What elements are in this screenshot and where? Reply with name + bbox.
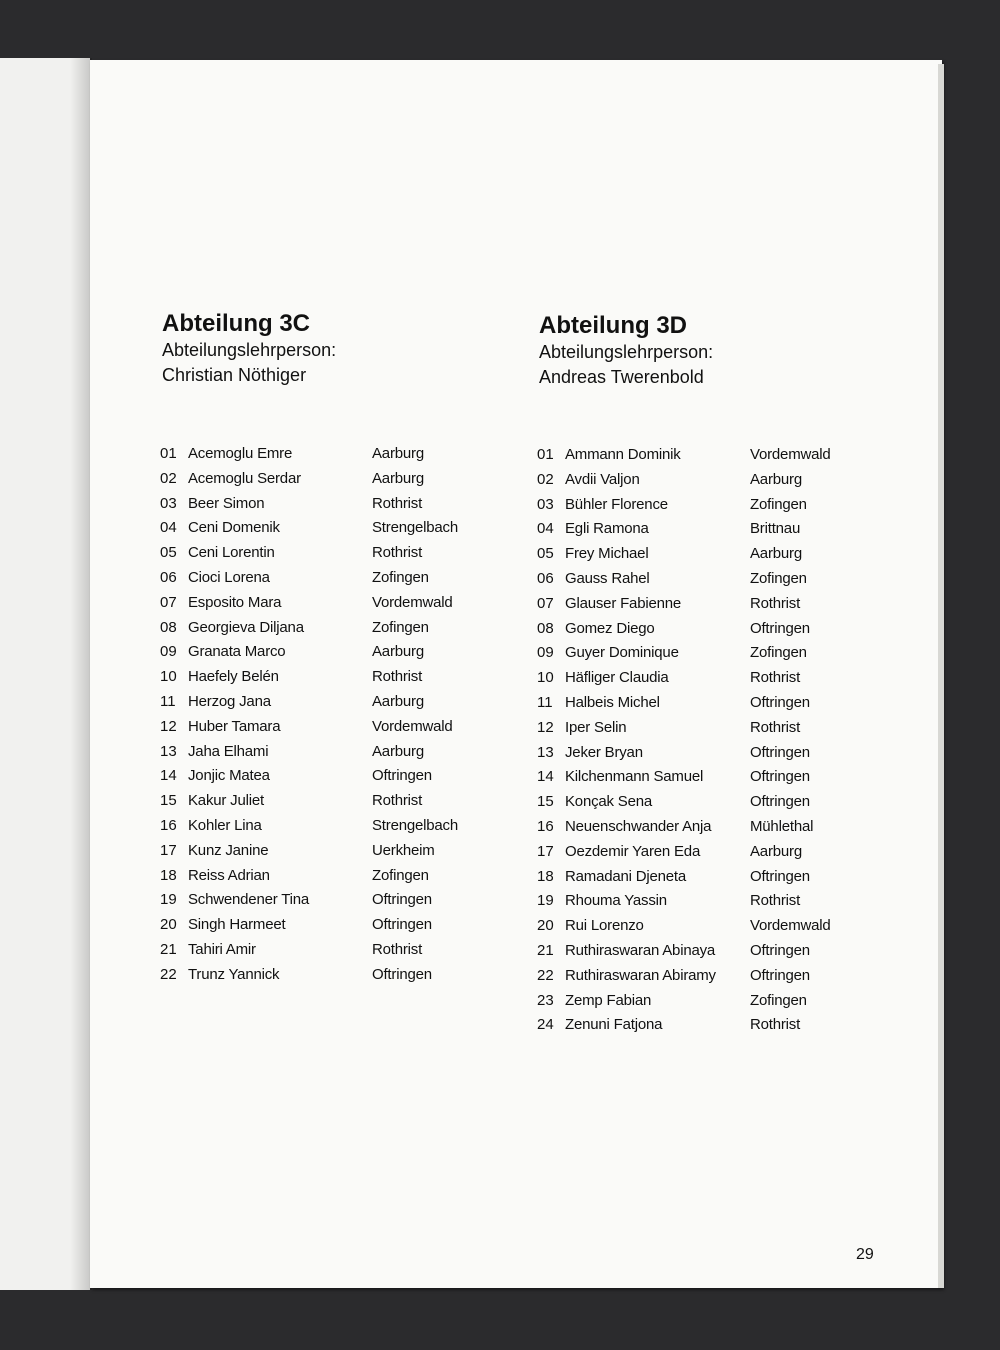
student-town: Zofingen xyxy=(750,644,807,662)
student-town: Zofingen xyxy=(372,568,429,586)
student-name: Trunz Yannick xyxy=(188,965,280,983)
student-name: Zenuni Fatjona xyxy=(565,1016,663,1034)
teacher-name: Andreas Twerenbold xyxy=(539,367,704,387)
student-number: 01 xyxy=(537,446,554,463)
student-name: Häfliger Claudia xyxy=(565,669,669,687)
student-town: Oftringen xyxy=(372,767,432,785)
student-name: Huber Tamara xyxy=(188,717,281,735)
student-town: Vordemwald xyxy=(750,446,831,463)
teacher-label: Abteilungslehrperson: xyxy=(539,342,714,362)
student-town: Zofingen xyxy=(750,495,807,513)
student-name: Bühler Florence xyxy=(565,495,668,513)
student-name: Jeker Bryan xyxy=(565,743,643,761)
student-number: 08 xyxy=(160,618,177,636)
student-name: Gauss Rahel xyxy=(565,569,650,587)
student-number: 09 xyxy=(160,643,177,661)
student-number: 24 xyxy=(537,1016,554,1034)
student-name: Guyer Dominique xyxy=(565,644,679,662)
student-name: Herzog Jana xyxy=(188,692,271,710)
student-town: Rothrist xyxy=(372,494,423,512)
student-number: 22 xyxy=(537,966,554,984)
section-title: Abteilung 3D xyxy=(539,312,687,339)
student-town: Zofingen xyxy=(372,866,429,884)
section-3c-header xyxy=(162,310,336,388)
student-name: Cioci Lorena xyxy=(188,568,270,586)
student-number: 12 xyxy=(537,718,554,736)
student-name: Oezdemir Yaren Eda xyxy=(565,842,701,860)
student-town: Strengelbach xyxy=(372,816,458,834)
student-name: Ruthiraswaran Abinaya xyxy=(565,941,716,959)
student-number: 18 xyxy=(537,867,554,885)
student-town: Zofingen xyxy=(372,618,429,636)
student-number: 16 xyxy=(160,816,177,834)
student-town: Rothrist xyxy=(750,718,801,736)
student-name: Neuenschwander Anja xyxy=(565,817,712,835)
student-number: 21 xyxy=(537,941,554,959)
student-town: Aarburg xyxy=(750,842,802,860)
document-page xyxy=(90,60,942,1288)
student-name: Konçak Sena xyxy=(565,793,653,811)
student-town: Aarburg xyxy=(372,469,424,487)
student-number: 04 xyxy=(160,519,177,537)
student-town: Rothrist xyxy=(750,669,801,687)
student-number: 19 xyxy=(537,892,554,910)
student-name: Jaha Elhami xyxy=(188,742,269,760)
student-name: Iper Selin xyxy=(565,718,627,736)
student-name: Granata Marco xyxy=(188,643,286,661)
student-name: Gomez Diego xyxy=(565,619,655,637)
page-stack-edge xyxy=(938,64,944,1288)
student-town: Oftringen xyxy=(750,768,810,786)
student-number: 08 xyxy=(537,619,554,637)
student-town: Aarburg xyxy=(372,643,424,661)
student-name: Schwendener Tina xyxy=(188,891,310,909)
student-town: Oftringen xyxy=(750,941,810,959)
student-town: Oftringen xyxy=(372,965,432,983)
student-town: Aarburg xyxy=(372,692,424,710)
student-name: Halbeis Michel xyxy=(565,693,660,711)
student-number: 06 xyxy=(537,569,554,587)
student-name: Jonjic Matea xyxy=(188,767,270,785)
student-number: 07 xyxy=(537,594,554,612)
student-name: Georgieva Diljana xyxy=(188,618,304,636)
student-number: 13 xyxy=(160,742,177,760)
student-name: Acemoglu Serdar xyxy=(188,469,301,487)
student-number: 07 xyxy=(160,593,177,611)
student-town: Strengelbach xyxy=(372,519,458,537)
student-name: Frey Michael xyxy=(565,545,649,563)
student-number: 19 xyxy=(160,891,177,909)
student-name: Rui Lorenzo xyxy=(565,917,644,935)
student-name: Rhouma Yassin xyxy=(565,892,667,910)
student-town: Vordemwald xyxy=(372,717,453,735)
student-name: Glauser Fabienne xyxy=(565,594,682,612)
student-town: Rothrist xyxy=(750,1016,801,1034)
book-gutter-shadow xyxy=(70,58,92,1290)
student-number: 04 xyxy=(537,520,554,538)
student-town: Oftringen xyxy=(750,867,810,885)
student-name: Tahiri Amir xyxy=(188,940,256,958)
teacher-label: Abteilungslehrperson: xyxy=(162,340,337,360)
student-number: 10 xyxy=(160,668,177,686)
student-name: Singh Harmeet xyxy=(188,916,286,934)
student-name: Egli Ramona xyxy=(565,520,649,538)
student-number: 11 xyxy=(537,693,553,711)
student-town: Oftringen xyxy=(750,966,810,984)
student-name: Kunz Janine xyxy=(188,841,269,859)
student-town: Aarburg xyxy=(372,445,424,462)
student-number: 01 xyxy=(160,445,177,462)
student-name: Esposito Mara xyxy=(188,593,282,611)
student-name: Acemoglu Emre xyxy=(188,445,293,462)
student-town: Oftringen xyxy=(750,793,810,811)
student-number: 13 xyxy=(537,743,554,761)
student-town: Vordemwald xyxy=(372,593,453,611)
student-town: Oftringen xyxy=(750,693,810,711)
student-town: Rothrist xyxy=(372,544,423,562)
student-town: Rothrist xyxy=(372,668,423,686)
student-number: 18 xyxy=(160,866,177,884)
student-name: Ramadani Djeneta xyxy=(565,867,687,885)
student-number: 15 xyxy=(160,792,177,810)
student-town: Brittnau xyxy=(750,520,801,538)
student-name: Kakur Juliet xyxy=(188,792,264,810)
section-title: Abteilung 3C xyxy=(162,310,310,337)
student-number: 20 xyxy=(160,916,177,934)
student-name: Zemp Fabian xyxy=(565,991,652,1009)
student-number: 05 xyxy=(537,545,554,563)
student-number: 09 xyxy=(537,644,554,662)
student-town: Vordemwald xyxy=(750,917,831,935)
student-number: 05 xyxy=(160,544,177,562)
student-town: Zofingen xyxy=(750,569,807,587)
student-number: 10 xyxy=(537,669,554,687)
student-town: Rothrist xyxy=(372,792,423,810)
section-3d-header xyxy=(539,312,713,390)
student-name: Haefely Belén xyxy=(188,668,279,686)
student-town: Rothrist xyxy=(372,940,423,958)
student-town: Aarburg xyxy=(750,470,802,488)
student-number: 03 xyxy=(160,494,177,512)
student-town: Rothrist xyxy=(750,892,801,910)
student-town: Oftringen xyxy=(750,743,810,761)
student-number: 21 xyxy=(160,940,177,958)
student-number: 20 xyxy=(537,917,554,935)
student-number: 23 xyxy=(537,991,554,1009)
student-number: 02 xyxy=(537,470,554,488)
student-number: 22 xyxy=(160,965,177,983)
student-town: Mühlethal xyxy=(750,817,814,835)
student-number: 15 xyxy=(537,793,554,811)
student-number: 02 xyxy=(160,469,177,487)
student-number: 14 xyxy=(160,767,177,785)
student-number: 17 xyxy=(160,841,177,859)
student-number: 17 xyxy=(537,842,554,860)
student-town: Zofingen xyxy=(750,991,807,1009)
student-name: Reiss Adrian xyxy=(188,866,270,884)
student-number: 12 xyxy=(160,717,177,735)
student-town: Uerkheim xyxy=(372,841,435,859)
student-name: Ceni Domenik xyxy=(188,519,280,537)
student-number: 14 xyxy=(537,768,554,786)
student-town: Oftringen xyxy=(372,891,432,909)
student-name: Ceni Lorentin xyxy=(188,544,275,562)
student-town: Aarburg xyxy=(372,742,424,760)
student-name: Kohler Lina xyxy=(188,816,262,834)
page-number: 29 xyxy=(856,1246,874,1263)
student-name: Kilchenmann Samuel xyxy=(565,768,704,786)
student-number: 11 xyxy=(160,692,176,710)
student-town: Oftringen xyxy=(372,916,432,934)
student-number: 16 xyxy=(537,817,554,835)
student-number: 06 xyxy=(160,568,177,586)
student-town: Oftringen xyxy=(750,619,810,637)
student-name: Ammann Dominik xyxy=(565,446,681,463)
student-name: Ruthiraswaran Abiramy xyxy=(565,966,716,984)
teacher-name: Christian Nöthiger xyxy=(162,365,307,385)
student-town: Rothrist xyxy=(750,594,801,612)
student-name: Avdii Valjon xyxy=(565,470,640,488)
student-town: Aarburg xyxy=(750,545,802,563)
student-number: 03 xyxy=(537,495,554,513)
student-name: Beer Simon xyxy=(188,494,265,512)
